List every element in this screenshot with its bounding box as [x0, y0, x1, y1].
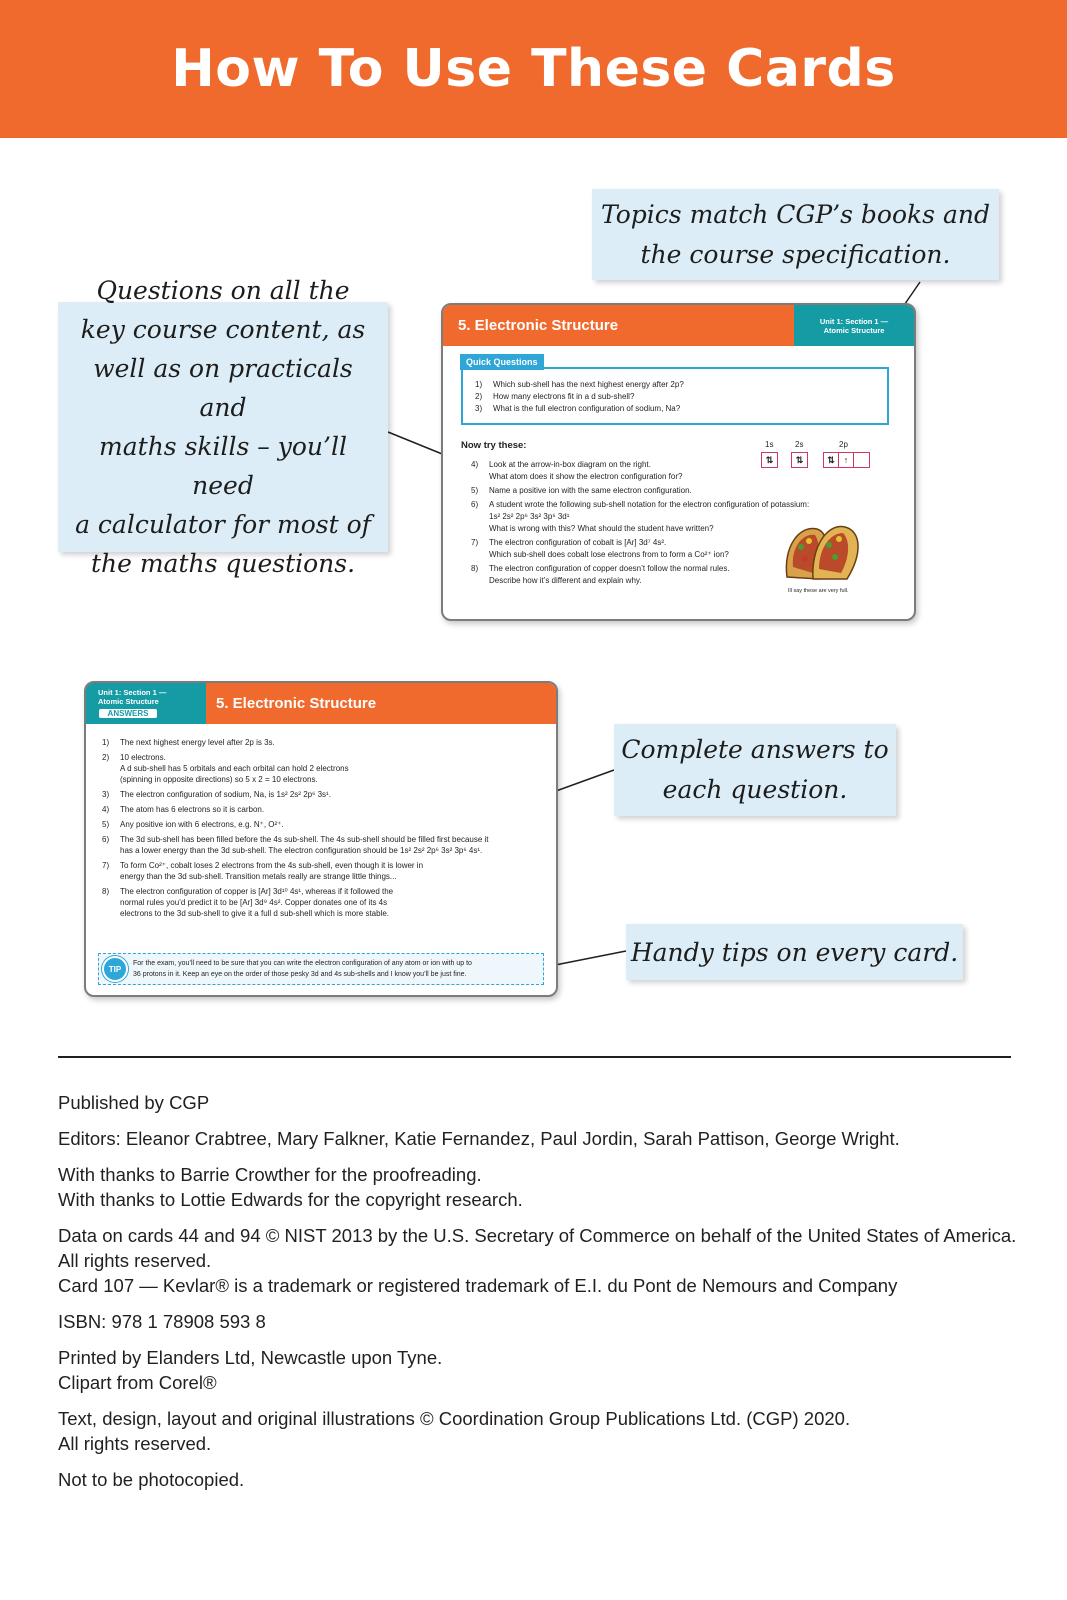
answer-text: The electron configuration of sodium, Na, is 1s² 2s² 2p⁶ 3s¹.	[120, 790, 331, 799]
card-title: 5. Electronic Structure	[216, 695, 377, 712]
question-item	[475, 403, 879, 415]
question-text: The electron configuration of cobalt is [Ar] 3d⁷ 4s². Which sub-shell does cobalt lose electrons from to form a Co²⁺ ion?	[489, 538, 729, 559]
question-number: 2)	[475, 392, 483, 401]
answer-text: The 3d sub-shell has been filled before the 4s sub-shell. The 4s sub-shell should be filled first because it has a lower energy than the 3d sub-shell. The electron configuration should be 1s² 2s² 2p⁶ 3s² 3p⁶ 4s¹.	[120, 835, 489, 855]
callout-answers: Complete answers to each question.	[614, 724, 896, 816]
answer-item	[102, 860, 542, 882]
answers-badge: ANSWERS	[98, 708, 158, 719]
electron-arrows: ⇅	[765, 455, 774, 465]
question-text: How many electrons fit in a d sub-shell?	[493, 392, 635, 401]
answer-number: 5)	[102, 820, 110, 829]
answer-text: The next highest energy level after 2p is 3s.	[120, 738, 275, 747]
acknowledgements: With thanks to Barrie Crowther for the proofreading. With thanks to Lottie Edwards for the copyright research.	[58, 1164, 523, 1210]
answer-item	[102, 819, 542, 830]
answer-item	[102, 834, 542, 856]
electron-arrows: ↑	[839, 453, 854, 467]
unit-line: Unit 1: Section 1 —	[819, 316, 889, 326]
orbital-label-2p: 2p	[839, 440, 848, 449]
quick-questions-label: Quick Questions	[460, 354, 544, 370]
orbital-label-1s: 1s	[765, 440, 774, 449]
answer-number: 4)	[102, 805, 110, 814]
card-title: 5. Electronic Structure	[458, 317, 619, 334]
question-item	[475, 379, 879, 391]
published-by: Published by CGP	[58, 1092, 210, 1113]
publication-info	[58, 1090, 1048, 1503]
card-header	[443, 305, 914, 346]
question-number: 6)	[471, 500, 479, 509]
taco-illustration	[781, 517, 867, 587]
question-number: 7)	[471, 538, 479, 547]
question-text: Which sub-shell has the next highest energy after 2p?	[493, 380, 684, 389]
question-number: 3)	[475, 404, 483, 413]
answer-item	[102, 789, 542, 800]
tip-box	[98, 953, 544, 985]
now-try-heading: Now try these:	[461, 440, 527, 451]
unit-tag	[86, 683, 206, 724]
taco-caption: Ill say these are very full.	[788, 588, 849, 594]
question-text: A student wrote the following sub-shell notation for the electron configuration of potassium: 1s² 2s² 2p⁶ 3s² 3p⁶ 3d¹ What is wrong with this? What should the student have written?	[489, 500, 810, 533]
data-credit: Data on cards 44 and 94 © NIST 2013 by the U.S. Secretary of Commerce on behalf of the United States of America. All rights reserved. Card 107 — Kevlar® is a trademark or registered trademark of E.I. du Pont de Nemours and Company	[58, 1225, 1017, 1296]
answer-number: 7)	[102, 861, 110, 870]
answer-text: To form Co²⁺, cobalt loses 2 electrons from the 4s sub-shell, even though it is lower in energy than the 3d sub-shell. Transition metals really are strange little things...	[120, 861, 424, 881]
unit-tag	[794, 305, 914, 346]
answer-item	[102, 886, 542, 919]
answer-item	[102, 737, 542, 748]
quick-questions-box	[461, 367, 889, 425]
question-number: 8)	[471, 564, 479, 573]
question-text: Look at the arrow-in-box diagram on the right. What atom does it show the electron configuration for?	[489, 460, 683, 481]
answer-text: The atom has 6 electrons so it is carbon.	[120, 805, 265, 814]
answers-list	[102, 737, 542, 923]
answer-number: 2)	[102, 753, 110, 762]
unit-line: Unit 1: Section 1 —	[98, 688, 167, 697]
callout-questions: Questions on all the key course content, as well as on practicals and maths skills – you’ll need a calculator for most of the maths questions.	[58, 302, 388, 552]
answer-text: 10 electrons. A d sub-shell has 5 orbitals and each orbital can hold 2 electrons (spinning in opposite directions) so 5 x 2 = 10 electrons.	[120, 753, 349, 784]
quick-questions-list	[463, 369, 887, 415]
question-text: Name a positive ion with the same electron configuration.	[489, 486, 692, 495]
question-text: The electron configuration of copper doesn’t follow the normal rules. Describe how it’s different and explain why.	[489, 564, 730, 585]
answer-item	[102, 752, 542, 785]
photocopy-notice: Not to be photocopied.	[58, 1469, 245, 1490]
editors: Editors: Eleanor Crabtree, Mary Falkner, Katie Fernandez, Paul Jordin, Sarah Pattison, George Wright.	[58, 1128, 900, 1149]
tip-text: For the exam, you’ll need to be sure that you can write the electron configuration of any atom or ion with up to 36 protons in it. Keep an eye on the order of those pesky 3d and 4s sub-shells and I know you’ll be just fine.	[133, 960, 472, 978]
question-item	[471, 485, 841, 497]
answer-text: The electron configuration of copper is [Ar] 3d¹⁰ 4s¹, whereas if it followed the normal rules you’d predict it to be [Ar] 3d⁹ 4s². Copper donates one of its 4s electrons to the 3d sub-shell to give it a full d sub-shell which is more stable.	[120, 887, 394, 918]
unit-topic: Atomic Structure	[98, 697, 159, 706]
callout-tips: Handy tips on every card.	[626, 924, 963, 980]
question-item	[475, 391, 879, 403]
question-card-sample	[441, 303, 916, 621]
electron-arrows	[854, 453, 869, 467]
answer-text: Any positive ion with 6 electrons, e.g. N⁺, O²⁺.	[120, 820, 284, 829]
printer-credit: Printed by Elanders Ltd, Newcastle upon Tyne. Clipart from Corel®	[58, 1347, 443, 1393]
electron-arrows: ⇅	[824, 453, 839, 467]
question-item	[471, 459, 841, 483]
isbn: ISBN: 978 1 78908 593 8	[58, 1311, 266, 1332]
copyright-notice: Text, design, layout and original illustrations © Coordination Group Publications Ltd. (CGP) 2020. All rights reserved.	[58, 1408, 851, 1454]
unit-topic: Atomic Structure	[823, 325, 885, 335]
orbital-label-2s: 2s	[795, 440, 804, 449]
answer-item	[102, 804, 542, 815]
question-number: 1)	[475, 380, 483, 389]
question-number: 4)	[471, 460, 479, 469]
answer-card-sample	[84, 681, 558, 997]
answer-number: 3)	[102, 790, 110, 799]
tip-badge-icon: TIP	[102, 956, 128, 982]
page-title: How To Use These Cards	[171, 39, 896, 99]
question-text: What is the full electron configuration of sodium, Na?	[493, 404, 681, 413]
answer-number: 8)	[102, 887, 110, 896]
card-header	[86, 683, 556, 724]
page-banner	[0, 0, 1067, 138]
callout-topics: Topics match CGP’s books and the course specification.	[592, 189, 999, 280]
section-divider	[58, 1056, 1011, 1058]
answer-number: 6)	[102, 835, 110, 844]
answer-number: 1)	[102, 738, 110, 747]
electron-arrows: ⇅	[795, 455, 804, 465]
question-number: 5)	[471, 486, 479, 495]
